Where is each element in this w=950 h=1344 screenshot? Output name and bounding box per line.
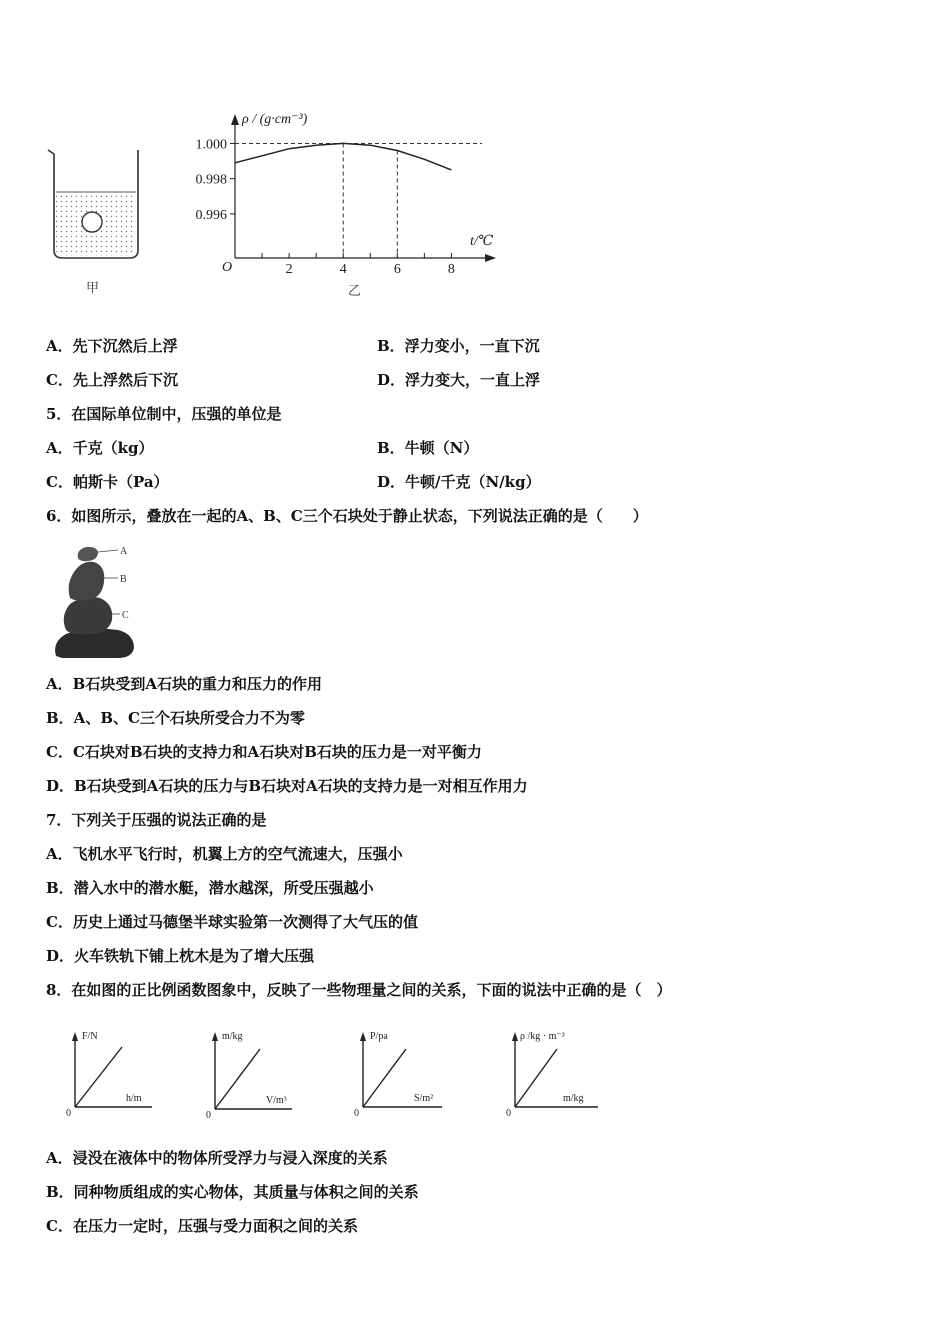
- stone-label-b: B: [120, 574, 127, 585]
- q4-option-a[interactable]: A．先下沉然后上浮: [46, 337, 178, 355]
- q8-graph-4: [503, 1025, 613, 1120]
- g2-y-label: m/kg: [222, 1031, 243, 1042]
- q8-option-c[interactable]: C．在压力一定时，压强与受力面积之间的关系: [46, 1217, 358, 1235]
- q8-option-a[interactable]: A．浸没在液体中的物体所受浮力与浸入深度的关系: [46, 1149, 388, 1167]
- q5-option-b[interactable]: B．牛顿（N）: [377, 439, 479, 457]
- g2-origin: 0: [206, 1110, 211, 1120]
- y-tick-label-1: 0.998: [195, 172, 227, 188]
- beaker-caption: 甲: [86, 280, 100, 295]
- x-tick-label-0: 2: [285, 262, 293, 277]
- chart-caption: 乙: [348, 283, 362, 298]
- g3-x-label: S/m²: [414, 1093, 434, 1104]
- y-axis-arrow: [231, 114, 239, 125]
- y-axis-label: ρ / (g·cm⁻³): [242, 112, 308, 127]
- g2-line: [215, 1049, 260, 1109]
- stone-b: [69, 562, 105, 601]
- q7-option-a[interactable]: A．飞机水平飞行时，机翼上方的空气流速大，压强小: [46, 845, 403, 863]
- g3-y-label: P/pa: [370, 1031, 388, 1042]
- q7-stem: 7．下列关于压强的说法正确的是: [46, 811, 267, 829]
- q5-option-c[interactable]: C．帕斯卡（Pa）: [46, 473, 169, 491]
- x-axis-arrow: [485, 254, 496, 262]
- origin-label: O: [222, 260, 233, 275]
- g2-x-label: V/m³: [266, 1095, 287, 1106]
- x-tick-label-3: 8: [447, 262, 455, 277]
- q4-option-c[interactable]: C．先上浮然后下沉: [46, 371, 178, 389]
- g2-y-arrow: [212, 1032, 218, 1041]
- q6-option-c[interactable]: C．C石块对B石块的支持力和A石块对B石块的压力是一对平衡力: [46, 743, 482, 761]
- q8-graph-2: [202, 1025, 302, 1120]
- q5-stem: 5．在国际单位制中，压强的单位是: [46, 405, 282, 423]
- g1-y-arrow: [72, 1032, 78, 1041]
- beaker-figure: [40, 140, 150, 300]
- y-tick-label-0: 1.000: [195, 137, 227, 153]
- g3-line: [363, 1049, 406, 1107]
- x-tick-label-2: 6: [393, 262, 401, 277]
- g1-x-label: h/m: [126, 1093, 142, 1104]
- g1-line: [75, 1047, 122, 1107]
- g4-origin: 0: [506, 1108, 511, 1119]
- stone-c: [64, 597, 113, 635]
- stone-label-c: C: [122, 610, 129, 621]
- q6-option-a[interactable]: A．B石块受到A石块的重力和压力的作用: [46, 675, 322, 693]
- q7-option-b[interactable]: B．潜入水中的潜水艇，潜水越深，所受压强越小: [46, 879, 374, 897]
- leader-a: [98, 550, 118, 552]
- x-tick-label-1: 4: [339, 262, 347, 277]
- g3-origin: 0: [354, 1108, 359, 1119]
- q7-option-c[interactable]: C．历史上通过马德堡半球实验第一次测得了大气压的值: [46, 913, 418, 931]
- q6-stem: 6．如图所示，叠放在一起的A、B、C三个石块处于静止状态，下列说法正确的是（ ）: [46, 507, 648, 525]
- g1-y-label: F/N: [82, 1031, 98, 1042]
- ball: [82, 212, 102, 232]
- q6-option-b[interactable]: B．A、B、C三个石块所受合力不为零: [46, 709, 305, 727]
- x-axis-label: t/℃: [470, 234, 494, 249]
- stone-label-a: A: [120, 546, 128, 557]
- g4-line: [515, 1049, 557, 1107]
- q6-option-d[interactable]: D．B石块受到A石块的压力与B石块对A石块的支持力是一对相互作用力: [46, 777, 528, 795]
- y-tick-label-2: 0.996: [195, 207, 227, 223]
- q4-option-d[interactable]: D．浮力变大，一直上浮: [377, 371, 541, 389]
- q5-option-d[interactable]: D．牛顿/千克（N/kg）: [377, 473, 541, 491]
- g3-y-arrow: [360, 1032, 366, 1041]
- stone-a: [78, 547, 98, 561]
- q8-option-b[interactable]: B．同种物质组成的实心物体，其质量与体积之间的关系: [46, 1183, 419, 1201]
- q7-option-d[interactable]: D．火车铁轨下铺上枕木是为了增大压强: [46, 947, 315, 965]
- g4-y-label: ρ /kg · m⁻³: [520, 1031, 565, 1042]
- density-chart: [180, 105, 510, 305]
- q4-option-b[interactable]: B．浮力变小，一直下沉: [377, 337, 540, 355]
- q5-option-a[interactable]: A．千克（kg）: [46, 439, 154, 457]
- g4-y-arrow: [512, 1032, 518, 1041]
- q8-stem: 8．在如图的正比例函数图象中，反映了一些物理量之间的关系，下面的说法中正确的是（ ）: [46, 981, 672, 999]
- q8-graph-3: [352, 1025, 452, 1120]
- g1-origin: 0: [66, 1108, 71, 1119]
- g4-x-label: m/kg: [563, 1093, 584, 1104]
- q8-graph-1: [62, 1025, 162, 1120]
- stacked-stones-figure: [48, 538, 148, 660]
